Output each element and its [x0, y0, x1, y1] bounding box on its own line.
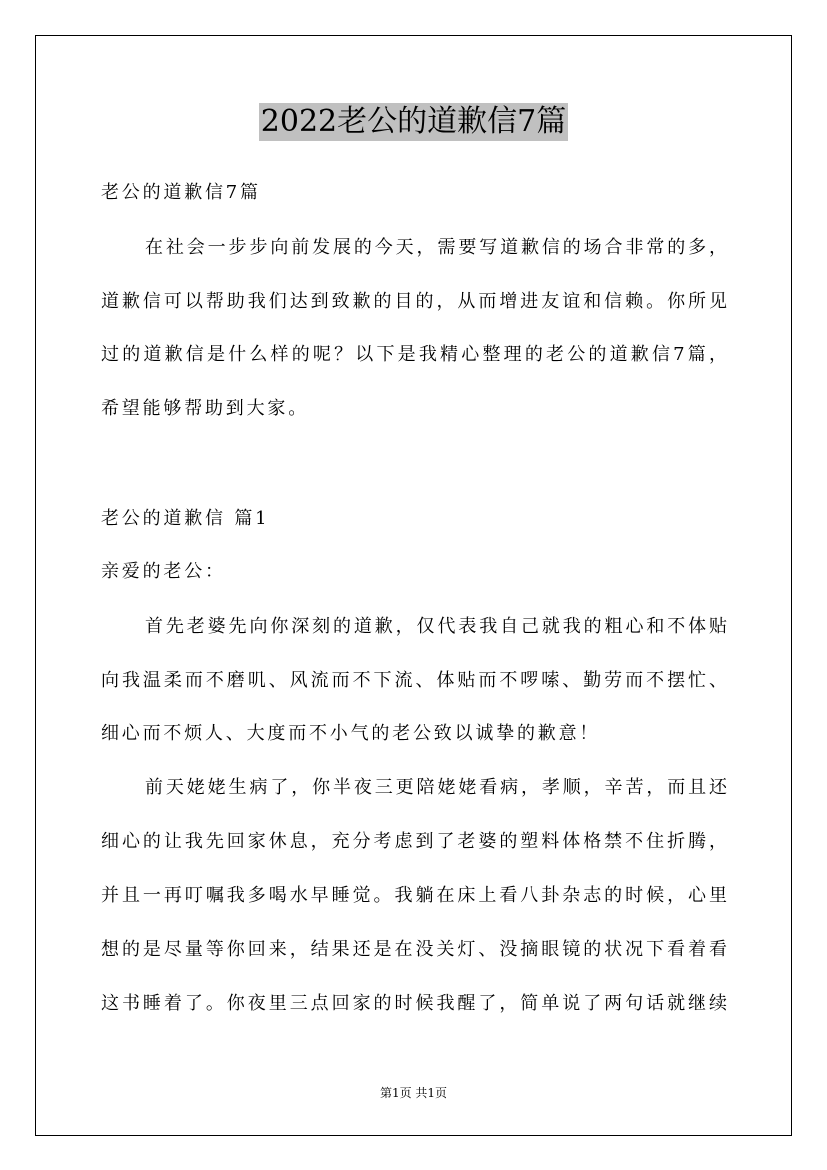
document-title: 2022老公的道歉信7篇 [260, 104, 567, 139]
paragraph-line: 首先老婆先向你深刻的道歉，仅代表我自己就我的粗心和不体贴 [145, 616, 727, 637]
paragraph-line: 并且一再叮嘱我多喝水早睡觉。我躺在床上看八卦杂志的时候，心里 [101, 885, 727, 906]
paragraph-line: 细心而不烦人、大度而不小气的老公致以诚挚的歉意！ [101, 723, 601, 744]
salutation: 亲爱的老公： [101, 561, 226, 582]
intro-line: 过的道歉信是什么样的呢？以下是我精心整理的老公的道歉信7篇， [101, 344, 727, 365]
title-container [0, 103, 827, 141]
intro-line: 道歉信可以帮助我们达到致歉的目的，从而增进友谊和信赖。你所见 [101, 291, 727, 312]
paragraph-line: 向我温柔而不磨叽、风流而不下流、体贴而不啰嗦、勤劳而不摆忙、 [101, 670, 727, 691]
section-heading: 老公的道歉信 篇1 [101, 508, 270, 529]
paragraph-line: 这书睡着了。你夜里三点回家的时候我醒了，简单说了两句话就继续 [101, 993, 727, 1014]
paragraph-line: 想的是尽量等你回来，结果还是在没关灯、没摘眼镜的状况下看着看 [101, 939, 727, 960]
paragraph-line: 细心的让我先回家休息，充分考虑到了老婆的塑料体格禁不住折腾， [101, 831, 727, 852]
intro-line: 在社会一步步向前发展的今天，需要写道歉信的场合非常的多， [145, 237, 727, 258]
paragraph-line: 前天姥姥生病了，你半夜三更陪姥姥看病，孝顺，辛苦，而且还 [145, 777, 727, 798]
intro-line: 希望能够帮助到大家。 [101, 398, 309, 419]
document-heading: 老公的道歉信7篇 [101, 182, 261, 203]
page-footer: 第1页 共1页 [379, 1086, 448, 1100]
